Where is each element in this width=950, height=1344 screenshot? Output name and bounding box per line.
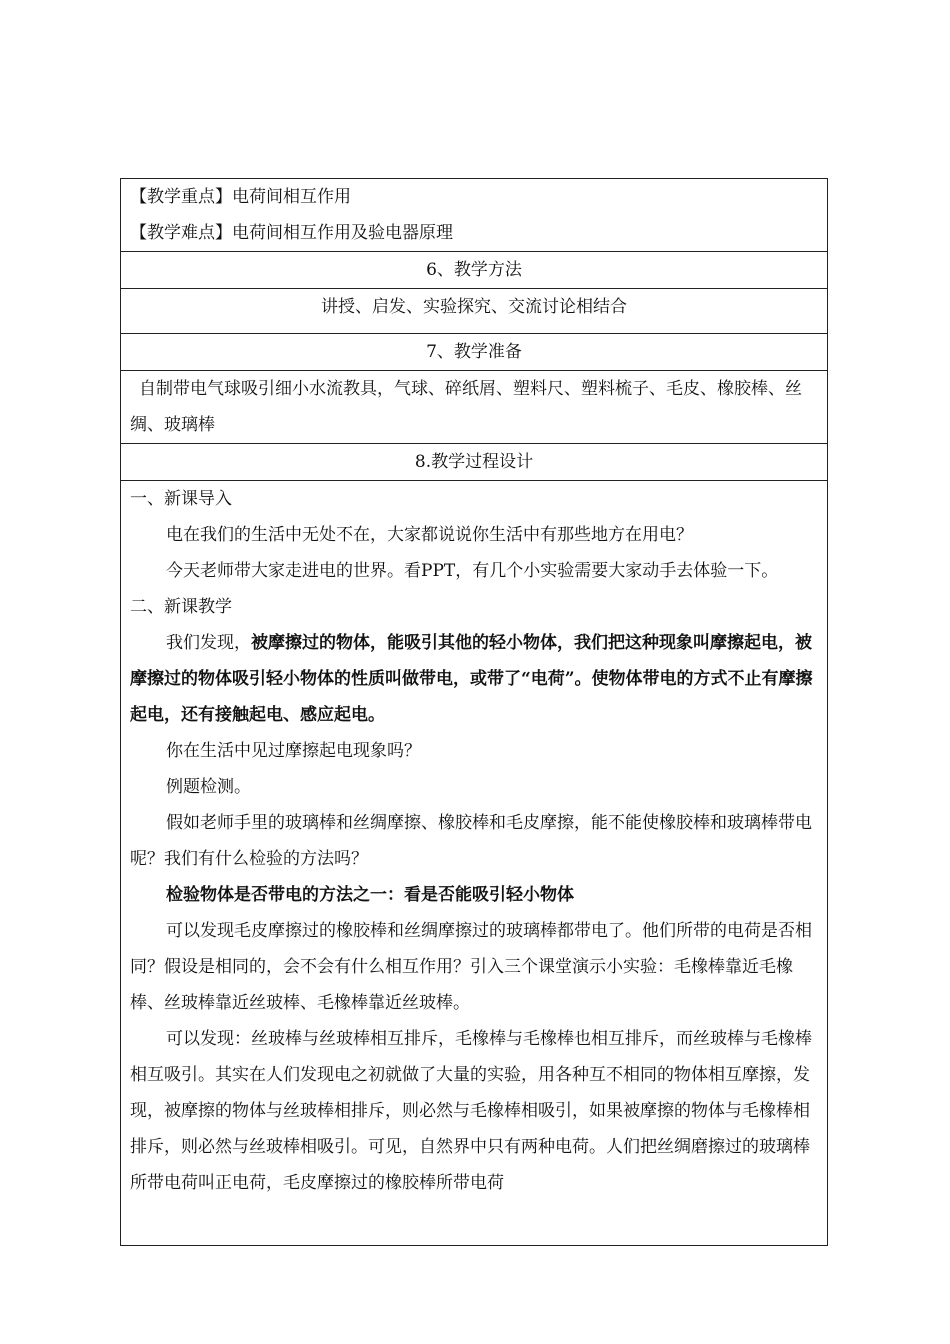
- key-point: 【教学重点】电荷间相互作用: [130, 187, 351, 207]
- preparation-heading-row: [121, 334, 828, 371]
- teaching-paragraph-3: 例题检测。: [166, 777, 251, 797]
- lesson-plan-table: [120, 178, 828, 1246]
- methods-content-row: [121, 289, 828, 334]
- teaching-paragraph-1: [130, 625, 818, 733]
- process-cell: [121, 481, 828, 1246]
- process-heading: 8.教学过程设计: [121, 444, 828, 481]
- intro-paragraph-1: 电在我们的生活中无处不在，大家都说说你生活中有那些地方在用电？: [166, 525, 693, 545]
- section-title-intro: 一、新课导入: [130, 489, 232, 509]
- methods-heading: 6、教学方法: [121, 252, 828, 289]
- preparation-content: 自制带电气球吸引细小水流教具，气球、碎纸屑、塑料尺、塑料梳子、毛皮、橡胶棒、丝绸、玻璃棒: [130, 379, 802, 435]
- process-content-row: [121, 481, 828, 1246]
- process-heading-row: [121, 444, 828, 481]
- process-body: [130, 481, 818, 1245]
- difficult-point: 【教学难点】电荷间相互作用及验电器原理: [130, 223, 453, 243]
- intro-paragraph-2: 今天老师带大家走进电的世界。看PPT，有几个小实验需要大家动手去体验一下。: [166, 561, 779, 581]
- teaching-paragraph-1-bold: 被摩擦过的物体，能吸引其他的轻小物体，我们把这种现象叫摩擦起电，被摩擦过的物体吸引轻小物体的性质叫做带电，或带了“电荷”。使物体带电的方式不止有摩擦起电，还有接触起电、感应起电。: [130, 633, 813, 725]
- preparation-cell: [121, 371, 828, 444]
- teaching-paragraph-6: 可以发现毛皮摩擦过的橡胶棒和丝绸摩擦过的玻璃棒都带电了。他们所带的电荷是否相同？假设是相同的，会不会有什么相互作用？引入三个课堂演示小实验：毛橡棒靠近毛橡棒、丝玻棒靠近丝玻棒、毛橡棒靠近丝玻棒。: [130, 921, 812, 1013]
- teaching-paragraph-5: 检验物体是否带电的方法之一：看是否能吸引轻小物体: [166, 885, 574, 905]
- methods-content: 讲授、启发、实验探究、交流讨论相结合: [121, 289, 828, 334]
- section-title-teaching: 二、新课教学: [130, 597, 232, 617]
- teaching-paragraph-2: 你在生活中见过摩擦起电现象吗？: [166, 741, 421, 761]
- focus-row: [121, 179, 828, 252]
- teaching-paragraph-7: 可以发现：丝玻棒与丝玻棒相互排斥，毛橡棒与毛橡棒也相互排斥，而丝玻棒与毛橡棒相互吸引。其实在人们发现电之初就做了大量的实验，用各种互不相同的物体相互摩擦，发现，被摩擦的物体与丝玻棒相排斥，则必然与毛橡棒相吸引，如果被摩擦的物体与毛橡棒相排斥，则必然与丝玻棒相吸引。可见，自然界中只有两种电荷。人们把丝绸磨擦过的玻璃棒所带电荷叫正电荷，毛皮摩擦过的橡胶棒所带电荷: [130, 1029, 812, 1193]
- teaching-paragraph-4: 假如老师手里的玻璃棒和丝绸摩擦、橡胶棒和毛皮摩擦，能不能使橡胶棒和玻璃棒带电呢？我们有什么检验的方法吗？: [130, 813, 812, 869]
- preparation-heading: 7、教学准备: [121, 334, 828, 371]
- preparation-content-row: [121, 371, 828, 444]
- focus-cell: [121, 179, 828, 252]
- methods-heading-row: [121, 252, 828, 289]
- teaching-paragraph-1-lead: 我们发现，: [166, 633, 251, 653]
